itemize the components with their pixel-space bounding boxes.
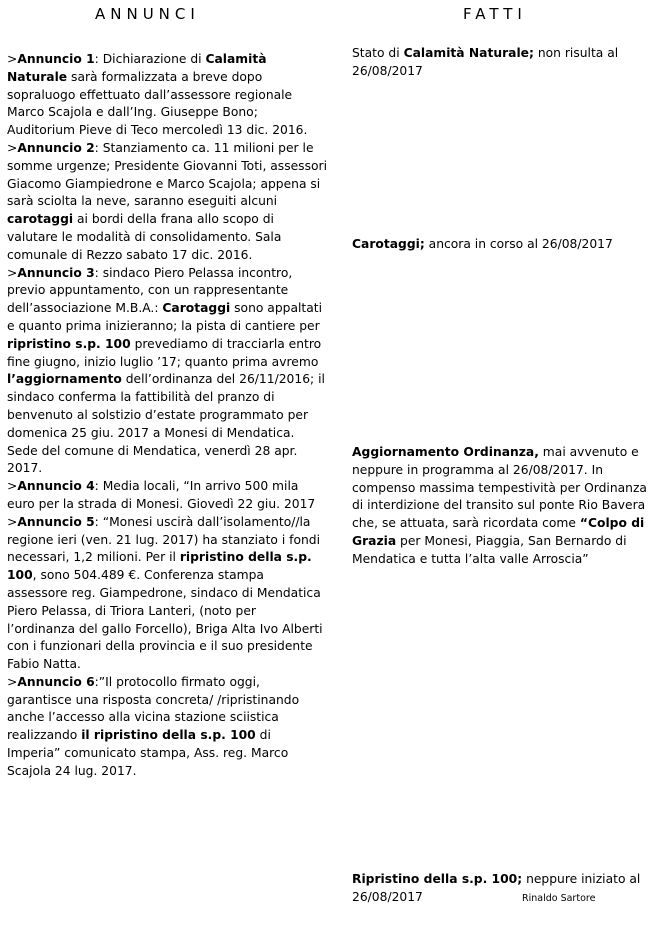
annunci-column <box>7 51 327 781</box>
annuncio-1: >Annuncio 1: Dichiarazione di Calamità Naturale sarà formalizzata a breve dopo sopraluogo effettuato dall’assessore regionale Marco Scajola e dall’Ing. Giuseppe Bono; Auditorium Pieve di Teco mercoledì 13 dic. 2016. <box>7 52 308 138</box>
annuncio-3: >Annuncio 3: sindaco Piero Pelassa incontro, previo appuntamento, con un rappresentante dell’associazione M.B.A.: Carotaggi sono appaltati e quanto prima inizieranno; la pista di cantiere per ripristino s.p. 100 prevediamo di tracciarla entro fine giugno, inizio luglio ’17; quanto prima avremo l’aggiornamento dell’ordinanza del 26/11/2016; il sindaco conferma la fattibilità del pranzo di benvenuto al solstizio d’estate programmato per domenica 25 giu. 2017 a Monesi di Mendatica. Sede del comune di Mendatica, venerdì 28 apr. 2017. <box>7 265 325 476</box>
fatto-1: Stato di Calamità Naturale; non risulta al 26/08/2017 <box>352 46 619 78</box>
fatto-4: Ripristino della s.p. 100; neppure iniziato al 26/08/2017 <box>352 872 641 904</box>
annuncio-2: >Annuncio 2: Stanziamento ca. 11 milioni per le somme urgenze; Presidente Giovanni Toti, assessori Giacomo Giampiedrone e Marco Scajola; appena si sarà sciolta la neve, saranno eseguiti alcuni carotaggi ai bordi della frana allo scopo di valutare le modalità di consolidamento. Sala comunale di Rezzo sabato 17 dic. 2016. <box>7 140 327 262</box>
annunci-header: ANNUNCI <box>95 5 200 23</box>
annuncio-5: >Annuncio 5: “Monesi uscirà dall’isolamento//la regione ieri (ven. 21 lug. 2017) ha stanziato i fondi necessari, 1,2 milioni. Per il ripristino della s.p. 100, sono 504.489 €. Conferenza stampa assessore reg. Giampedrone, sindaco di Mendatica Piero Pelassa, di Triora Lanteri, (noto per l’ordinanza del gallo Forcello), Briga Alta Ivo Alberti con i funzionari della provincia e il suo presidente Fabio Natta. <box>7 514 323 672</box>
fatti-header: FATTI <box>463 5 527 23</box>
fatto-2: Carotaggi; ancora in corso al 26/08/2017 <box>352 237 613 251</box>
annuncio-6: >Annuncio 6:”Il protocollo firmato oggi, garantisce una risposta concreta/ /ripristinando anche l’accesso alla vicina stazione sciistica realizzando il ripristino della s.p. 100 di Imperia” comunicato stampa, Ass. reg. Marco Scajola 24 lug. 2017. <box>7 674 300 778</box>
fatto-3: Aggiornamento Ordinanza, mai avvenuto e neppure in programma al 26/08/2017. In compenso massima tempestività per Ordinanza di interdizione del transito sul ponte Rio Bavera che, se attuata, sarà ricordata come “Colpo di Grazia per Monesi, Piaggia, San Bernardo di Mendatica e tutta l’alta valle Arroscia” <box>352 445 647 566</box>
signature: Rinaldo Sartore <box>522 893 596 904</box>
annuncio-4: >Annuncio 4: Media locali, “In arrivo 500 mila euro per la strada di Monesi. Giovedì 22 giu. 2017 <box>7 479 316 511</box>
